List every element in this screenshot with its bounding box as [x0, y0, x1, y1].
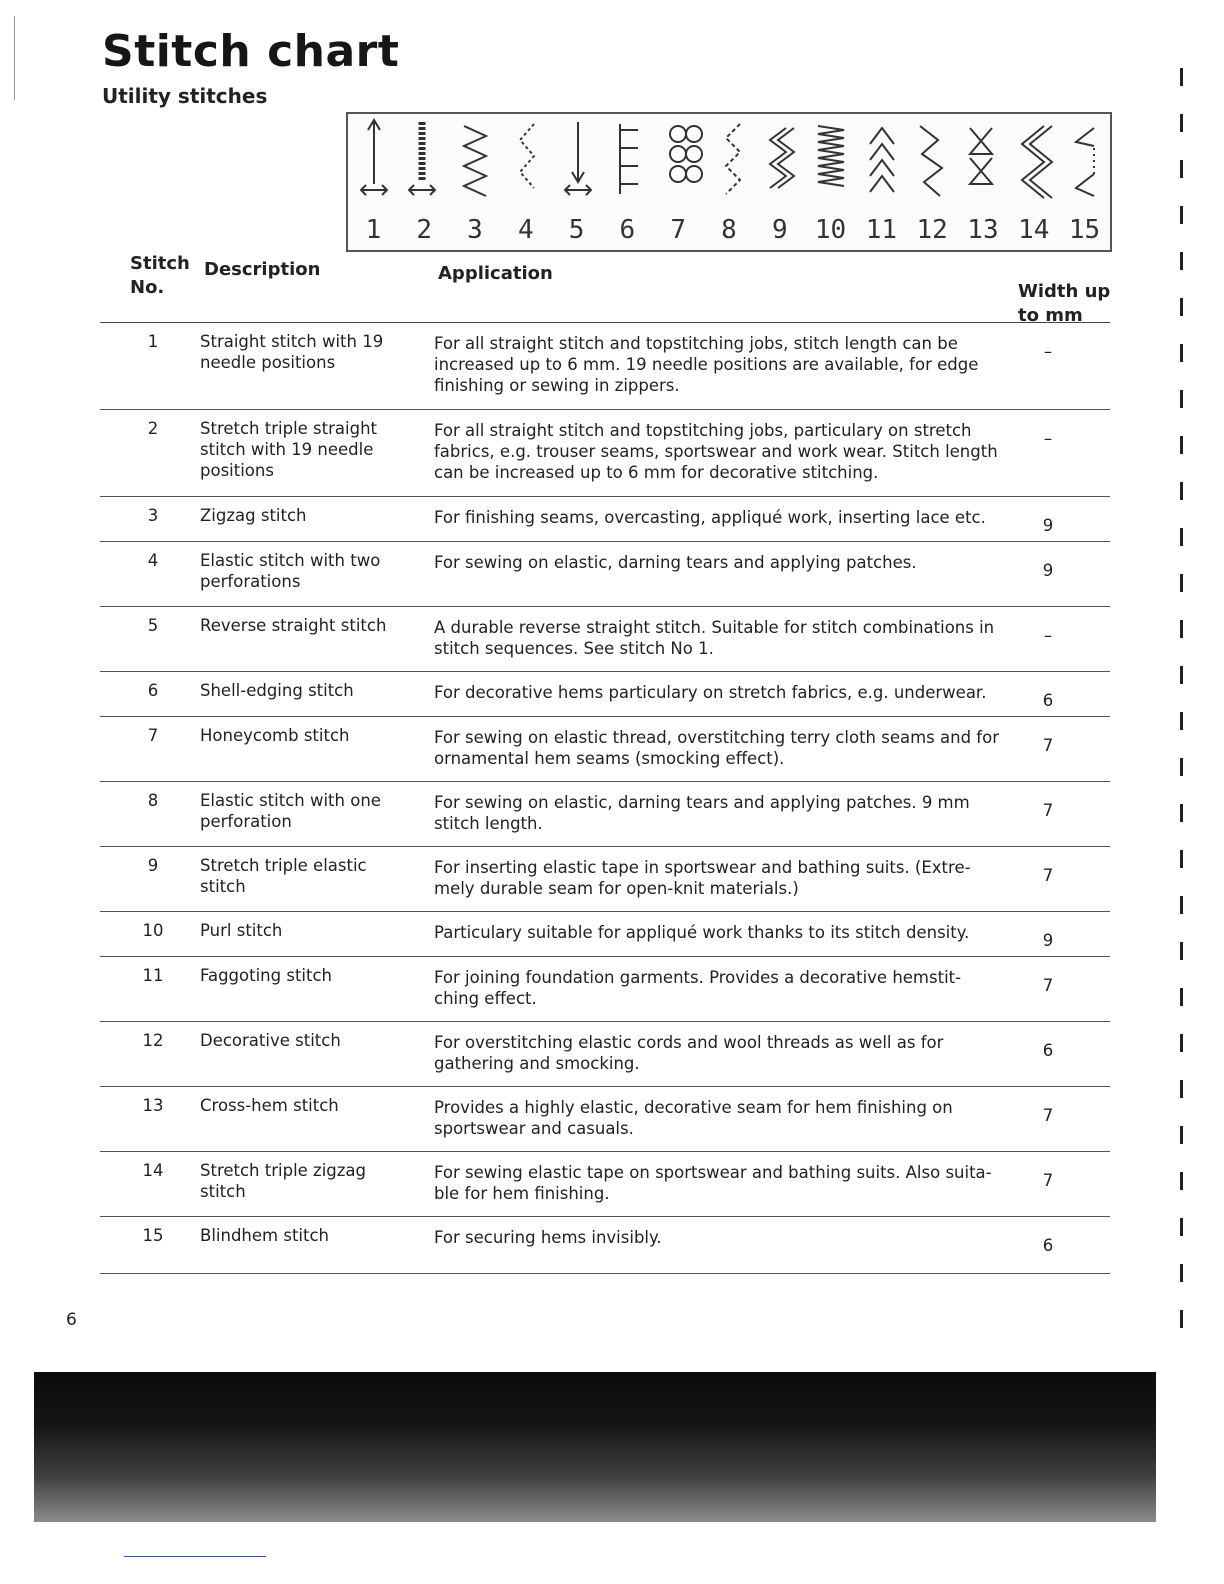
row-application: For sewing on elastic thread, overstitching terry cloth seams and for ornamental hem seams (smocking effect). [434, 728, 999, 768]
stitch-pattern-13-icon [970, 128, 992, 184]
stitch-number: 4 [517, 215, 534, 245]
row-description: Decorative stitch [200, 1031, 341, 1050]
row-description: Stretch triple elastic stitch [200, 856, 367, 896]
row-stitch-no: 4 [147, 551, 159, 570]
row-width: 9 [1042, 931, 1054, 950]
stitch-number: 11 [865, 215, 898, 245]
header-stitch-no-line1: Stitch [130, 253, 190, 274]
row-application: For finishing seams, overcasting, appliqué work, inserting lace etc. [434, 508, 986, 527]
row-description: Straight stitch with 19 needle positions [200, 332, 384, 372]
table-row [100, 957, 1110, 1022]
row-application: For overstitching elastic cords and wool threads as well as for gathering and smocking. [434, 1033, 944, 1073]
stitch-number: 5 [568, 215, 585, 245]
row-application: For joining foundation garments. Provides a decorative hemstit-ching effect. [434, 968, 962, 1008]
row-description: Reverse straight stitch [200, 616, 387, 635]
row-description: Zigzag stitch [200, 506, 307, 525]
table-row [100, 323, 1110, 410]
row-width: 7 [1042, 1106, 1054, 1125]
table-row [100, 410, 1110, 497]
row-stitch-no: 2 [147, 419, 159, 438]
row-stitch-no: 5 [147, 616, 159, 635]
header-width-line1: Width up [1018, 281, 1111, 302]
row-stitch-no: 15 [142, 1226, 164, 1245]
table-row [100, 847, 1110, 912]
header-stitch-no [130, 252, 200, 300]
row-description: Shell-edging stitch [200, 681, 354, 700]
row-width: – [1043, 342, 1053, 361]
row-width: – [1043, 429, 1053, 448]
stitch-pattern-2-icon [409, 122, 435, 195]
row-width: 6 [1042, 1041, 1054, 1060]
page-title: Stitch chart [102, 26, 400, 77]
table-row [100, 912, 1110, 957]
row-width: 7 [1042, 866, 1054, 885]
table-row [100, 1087, 1110, 1152]
stitch-pattern-10-icon [818, 126, 844, 186]
stitch-pattern-4-icon [520, 124, 534, 188]
row-width: 7 [1042, 1171, 1054, 1190]
row-description: Faggoting stitch [200, 966, 333, 985]
header-width-line2: to mm [1018, 305, 1083, 326]
row-application: For decorative hems particulary on stretch fabrics, e.g. underwear. [434, 683, 987, 702]
stitch-patterns-graphic [348, 114, 1110, 214]
row-application: Provides a highly elastic, decorative seam for hem finishing on sportswear and casuals. [434, 1098, 953, 1138]
row-width: 9 [1042, 516, 1054, 535]
row-description: Purl stitch [200, 921, 283, 940]
row-stitch-no: 11 [142, 966, 164, 985]
stitch-pattern-9-icon [770, 128, 794, 188]
header-application: Application [438, 263, 553, 284]
table-row [100, 672, 1110, 717]
row-stitch-no: 8 [147, 791, 159, 810]
row-description: Elastic stitch with one perforation [200, 791, 381, 831]
stitch-number: 3 [467, 215, 483, 245]
stitch-table [100, 250, 1110, 1274]
row-application: For securing hems invisibly. [434, 1228, 662, 1247]
scan-edge-line [14, 16, 15, 100]
stitch-number: 1 [365, 215, 382, 245]
stitch-number: 8 [721, 215, 737, 245]
row-stitch-no: 10 [142, 921, 164, 940]
row-stitch-no: 13 [142, 1096, 164, 1115]
scan-edge-marks [1160, 60, 1190, 1360]
row-description: Stretch triple straight stitch with 19 needle positions [200, 419, 377, 480]
stitch-number: 15 [1068, 215, 1101, 245]
row-width: 6 [1042, 691, 1054, 710]
row-application: For sewing on elastic, darning tears and applying patches. [434, 553, 917, 572]
table-header [100, 250, 1111, 326]
page-subtitle: Utility stitches [102, 84, 268, 108]
table-row [100, 497, 1110, 542]
row-description: Cross-hem stitch [200, 1096, 339, 1115]
scan-bottom-band [34, 1372, 1156, 1522]
table-row [100, 1217, 1110, 1274]
stitch-pattern-11-icon [870, 128, 894, 192]
stitch-number: 14 [1018, 215, 1050, 245]
header-description: Description [204, 259, 321, 280]
table-row [100, 607, 1110, 672]
row-stitch-no: 6 [147, 681, 159, 700]
table-row [100, 542, 1110, 607]
stitch-pattern-panel [346, 112, 1112, 252]
row-application: For all straight stitch and topstitching jobs, stitch length can be increased up to 6 mm. 19 needle positions are available, for edge finishing or sewing in zippers. [434, 334, 979, 395]
stitch-pattern-1-icon [361, 120, 387, 195]
stitch-number: 10 [814, 215, 847, 245]
stitch-number: 13 [967, 215, 999, 245]
stitch-pattern-15-icon [1076, 128, 1094, 196]
row-width: – [1043, 626, 1053, 645]
stitch-number: 6 [619, 215, 636, 245]
row-description: Blindhem stitch [200, 1226, 329, 1245]
row-description: Elastic stitch with two perforations [200, 551, 381, 591]
stitch-number: 2 [416, 215, 433, 245]
footer-line [124, 1556, 266, 1557]
stitch-pattern-8-icon [726, 124, 740, 194]
stitch-pattern-5-icon [565, 122, 591, 195]
row-description: Stretch triple zigzag stitch [200, 1161, 367, 1201]
stitch-pattern-3-icon [464, 126, 486, 196]
row-stitch-no: 1 [147, 332, 159, 351]
row-application: For inserting elastic tape in sportswear and bathing suits. (Extre-mely durable seam for open-knit materials.) [434, 858, 971, 898]
row-application: For all straight stitch and topstitching jobs, particulary on stretch fabrics, e.g. trouser seams, sportswear and work wear. Stitch length can be increased up to 6 mm for decorative stitching. [434, 421, 998, 482]
table-row [100, 1022, 1110, 1087]
header-width [1018, 280, 1118, 328]
stitch-number-row [348, 212, 1110, 248]
row-stitch-no: 3 [147, 506, 159, 525]
row-stitch-no: 12 [142, 1031, 164, 1050]
stitch-pattern-6-icon [620, 124, 638, 194]
row-application: For sewing on elastic, darning tears and applying patches. 9 mm stitch length. [434, 793, 970, 833]
row-stitch-no: 7 [147, 726, 159, 745]
stitch-number: 12 [916, 215, 948, 245]
row-width: 7 [1042, 736, 1054, 755]
stitch-number: 7 [670, 215, 686, 245]
row-width: 7 [1042, 976, 1054, 995]
header-stitch-no-line2: No. [130, 277, 165, 298]
row-application: A durable reverse straight stitch. Suitable for stitch combinations in stitch sequences. See stitch No 1. [434, 618, 995, 658]
row-stitch-no: 14 [142, 1161, 164, 1180]
row-width: 9 [1042, 561, 1054, 580]
row-width: 6 [1042, 1236, 1054, 1255]
stitch-number: 9 [771, 215, 788, 245]
stitch-pattern-7-icon [670, 126, 702, 182]
stitch-pattern-14-icon [1022, 126, 1052, 198]
page-number: 6 [66, 1310, 77, 1330]
row-width: 7 [1042, 801, 1054, 820]
table-row [100, 1152, 1110, 1217]
row-application: Particulary suitable for appliqué work thanks to its stitch density. [434, 923, 970, 942]
table-row [100, 782, 1110, 847]
table-row [100, 717, 1110, 782]
stitch-pattern-12-icon [920, 126, 942, 196]
row-application: For sewing elastic tape on sportswear and bathing suits. Also suita-ble for hem finishing. [434, 1163, 992, 1203]
row-stitch-no: 9 [147, 856, 159, 875]
row-description: Honeycomb stitch [200, 726, 350, 745]
